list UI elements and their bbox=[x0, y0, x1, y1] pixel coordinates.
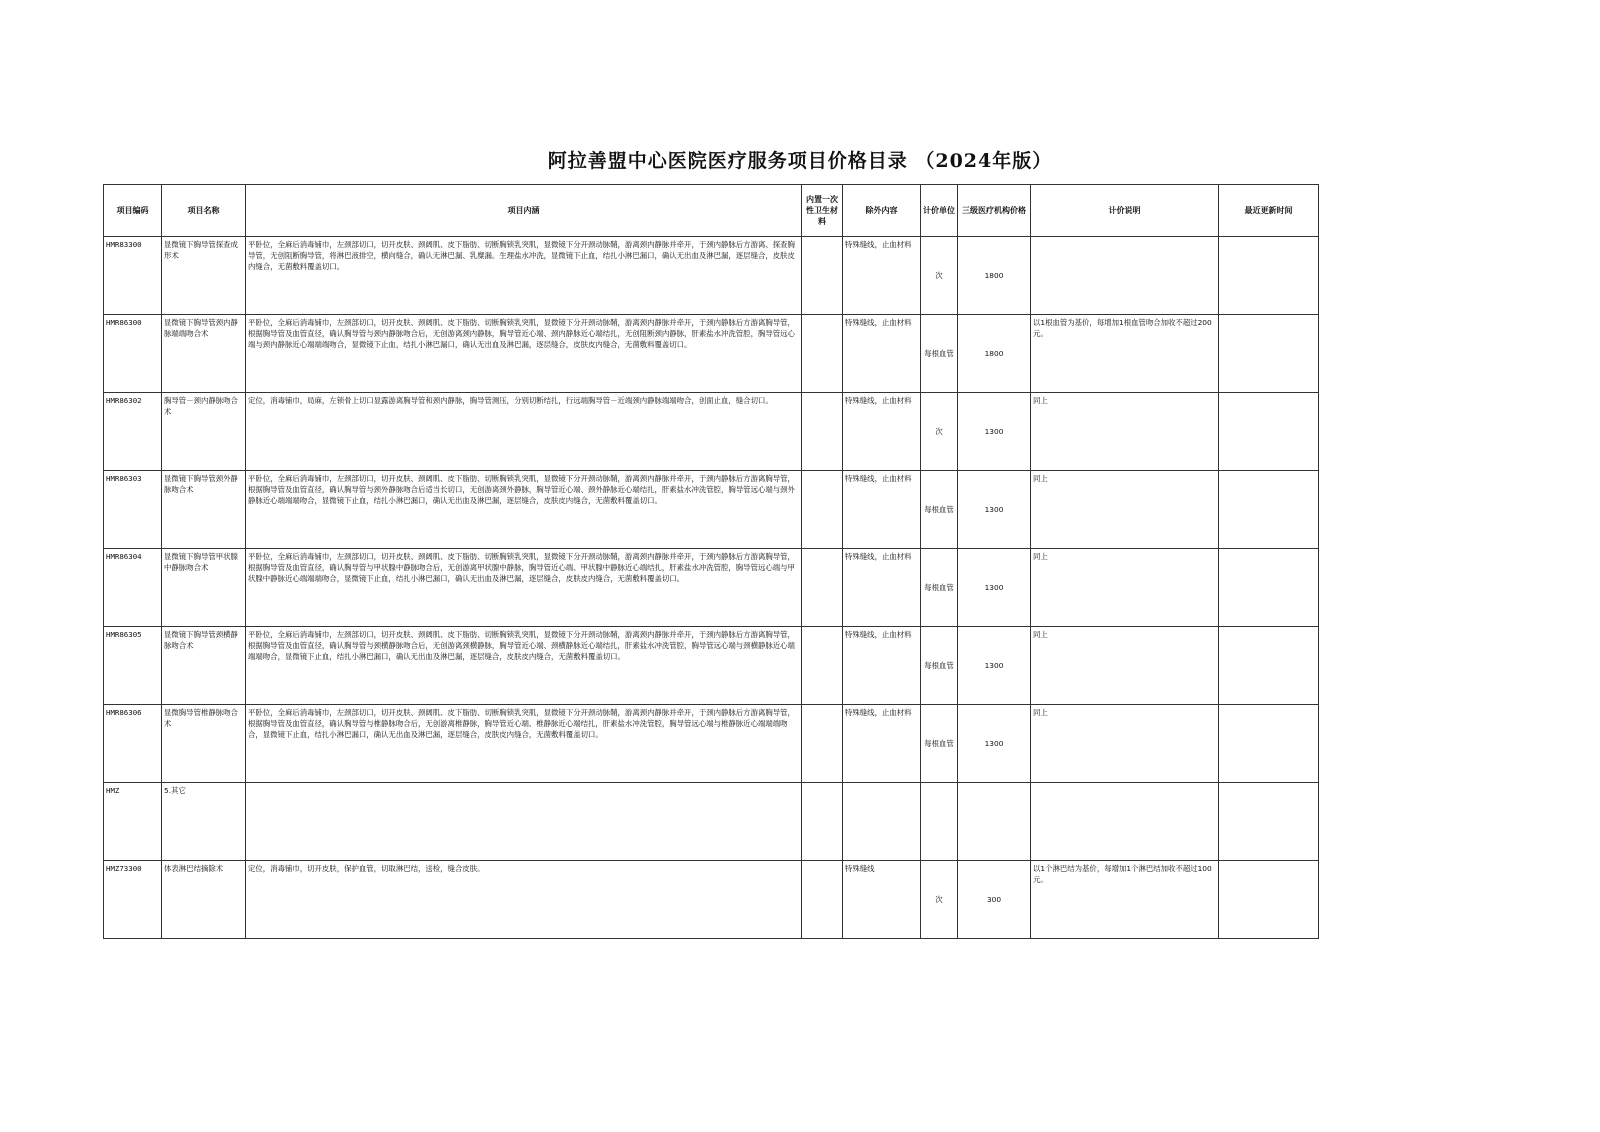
item-unit: 每根血管 bbox=[921, 627, 958, 705]
header-unit: 计价单位 bbox=[921, 185, 958, 237]
item-excluded: 特殊缝线 bbox=[843, 861, 921, 939]
item-consumables bbox=[802, 471, 843, 549]
item-unit: 每根血管 bbox=[921, 471, 958, 549]
item-content: 平卧位，全麻后消毒铺巾，左颈部切口，切开皮肤、颈阔肌、皮下脂肪、切断胸锁乳突肌，显微镜下分开颈动脉鞘，游离颈内静脉并牵开，于颈内静脉后方游离胸导管，根据胸导管及血管直径，确认胸导管与颈内静脉吻合后，无创游离颈内静脉，胸导管近心端、颈内静脉近心端结扎，无创阻断颈内静脉，肝素盐水冲洗管腔，胸导管远心端与颈内静脉近心端端端吻合，显微镜下止血，结扎小淋巴漏口，确认无出血及淋巴漏，逐层缝合，皮肤皮内缝合，无菌敷料覆盖切口。 bbox=[246, 315, 802, 393]
item-consumables bbox=[802, 393, 843, 471]
table-row bbox=[104, 861, 1319, 939]
item-code: HMR86306 bbox=[104, 705, 162, 783]
table-row bbox=[104, 549, 1319, 627]
item-excluded: 特殊缝线，止血材料 bbox=[843, 237, 921, 315]
item-consumables bbox=[802, 705, 843, 783]
item-excluded: 特殊缝线，止血材料 bbox=[843, 627, 921, 705]
item-note: 以1个淋巴结为基价，每增加1个淋巴结加收不超过100元。 bbox=[1031, 861, 1219, 939]
item-consumables bbox=[802, 861, 843, 939]
item-consumables bbox=[802, 549, 843, 627]
table-row bbox=[104, 705, 1319, 783]
item-name: 5.其它 bbox=[162, 783, 246, 861]
item-name: 胸导管－颈内静脉吻合术 bbox=[162, 393, 246, 471]
item-content: 平卧位，全麻后消毒铺巾，左颈部切口，切开皮肤、颈阔肌、皮下脂肪、切断胸锁乳突肌，显微镜下分开颈动脉鞘，游离颈内静脉并牵开，于颈内静脉后方游离胸导管，根据胸导管及血管直径，确认胸导管与颈横静脉吻合后，无创游离颈横静脉，胸导管近心端、颈横静脉近心端结扎，肝素盐水冲洗管腔，胸导管远心端与颈横静脉近心端端端吻合，显微镜下止血，结扎小淋巴漏口，确认无出血及淋巴漏，逐层缝合，皮肤皮内缝合，无菌敷料覆盖切口。 bbox=[246, 627, 802, 705]
item-code: HMZ bbox=[104, 783, 162, 861]
item-code: HMZ73300 bbox=[104, 861, 162, 939]
item-content: 平卧位，全麻后消毒铺巾，左颈部切口，切开皮肤、颈阔肌、皮下脂肪、切断胸锁乳突肌，显微镜下分开颈动脉鞘，游离颈内静脉并牵开，于颈内静脉后方游离胸导管，根据胸导管及血管直径，确认胸导管与颈外静脉吻合后适当长切口，无创游离颈外静脉，胸导管近心端、颈外静脉近心端结扎，肝素盐水冲洗管腔，胸导管远心端与颈外静脉近心端端端吻合，显微镜下止血，结扎小淋巴漏口，确认无出血及淋巴漏，逐层缝合，皮肤皮内缝合，无菌敷料覆盖切口。 bbox=[246, 471, 802, 549]
item-price: 300 bbox=[958, 861, 1031, 939]
item-note: 同上 bbox=[1031, 627, 1219, 705]
item-consumables bbox=[802, 237, 843, 315]
item-name: 显微镜下胸导管探查成形术 bbox=[162, 237, 246, 315]
item-unit: 每根血管 bbox=[921, 705, 958, 783]
item-note: 同上 bbox=[1031, 471, 1219, 549]
item-price: 1300 bbox=[958, 627, 1031, 705]
item-content: 平卧位，全麻后消毒铺巾，左颈部切口，切开皮肤、颈阔肌、皮下脂肪、切断胸锁乳突肌，显微镜下分开颈动脉鞘，游离颈内静脉并牵开，于颈内静脉后方游离胸导管，根据胸导管及血管直径，确认胸导管与甲状腺中静脉吻合后，无创游离甲状腺中静脉，胸导管近心端、甲状腺中静脉近心端结扎，肝素盐水冲洗管腔，胸导管远心端与甲状腺中静脉近心端端端吻合，显微镜下止血，结扎小淋巴漏口，确认无出血及淋巴漏，逐层缝合，皮肤皮内缝合，无菌敷料覆盖切口。 bbox=[246, 549, 802, 627]
page-title: 阿拉善盟中心医院医疗服务项目价格目录 （2024年版） bbox=[547, 150, 1053, 172]
item-price: 1300 bbox=[958, 705, 1031, 783]
table-row bbox=[104, 471, 1319, 549]
item-excluded bbox=[843, 783, 921, 861]
item-unit: 每根血管 bbox=[921, 315, 958, 393]
price-table bbox=[103, 184, 1319, 939]
item-unit: 每根血管 bbox=[921, 549, 958, 627]
item-name: 显微胸导管椎静脉吻合术 bbox=[162, 705, 246, 783]
item-unit bbox=[921, 783, 958, 861]
item-note bbox=[1031, 237, 1219, 315]
item-consumables bbox=[802, 627, 843, 705]
item-unit: 次 bbox=[921, 393, 958, 471]
item-note: 同上 bbox=[1031, 705, 1219, 783]
item-note: 以1根血管为基价，每增加1根血管吻合加收不超过200元。 bbox=[1031, 315, 1219, 393]
header-note: 计价说明 bbox=[1031, 185, 1219, 237]
header-excluded: 除外内容 bbox=[843, 185, 921, 237]
item-note bbox=[1031, 783, 1219, 861]
item-name: 显微镜下胸导管颈横静脉吻合术 bbox=[162, 627, 246, 705]
item-name: 显微镜下胸导管颈外静脉吻合术 bbox=[162, 471, 246, 549]
table-row bbox=[104, 315, 1319, 393]
item-excluded: 特殊缝线，止血材料 bbox=[843, 393, 921, 471]
item-price: 1800 bbox=[958, 237, 1031, 315]
item-updated bbox=[1219, 783, 1319, 861]
header-content: 项目内涵 bbox=[246, 185, 802, 237]
item-updated bbox=[1219, 315, 1319, 393]
item-updated bbox=[1219, 627, 1319, 705]
item-excluded: 特殊缝线，止血材料 bbox=[843, 471, 921, 549]
item-updated bbox=[1219, 237, 1319, 315]
item-price: 1300 bbox=[958, 549, 1031, 627]
item-code: HMR83300 bbox=[104, 237, 162, 315]
item-content: 定位，消毒铺巾，切开皮肤，保护血管，切取淋巴结，送检，缝合皮肤。 bbox=[246, 861, 802, 939]
table-row bbox=[104, 627, 1319, 705]
table-row bbox=[104, 237, 1319, 315]
item-name: 体表淋巴结摘除术 bbox=[162, 861, 246, 939]
header-updated: 最近更新时间 bbox=[1219, 185, 1319, 237]
item-price bbox=[958, 783, 1031, 861]
item-excluded: 特殊缝线，止血材料 bbox=[843, 315, 921, 393]
item-updated bbox=[1219, 393, 1319, 471]
item-content: 平卧位，全麻后消毒铺巾，左颈部切口，切开皮肤、颈阔肌、皮下脂肪、切断胸锁乳突肌，显微镜下分开颈动脉鞘，游离颈内静脉并牵开，于颈内静脉后方游离胸导管，根据胸导管及血管直径，确认胸导管与椎静脉吻合后，无创游离椎静脉，胸导管近心端、椎静脉近心端结扎，肝素盐水冲洗管腔，胸导管远心端与椎静脉近心端端端吻合，显微镜下止血，结扎小淋巴漏口，确认无出血及淋巴漏，逐层缝合，皮肤皮内缝合，无菌敷料覆盖切口。 bbox=[246, 705, 802, 783]
item-code: HMR86304 bbox=[104, 549, 162, 627]
item-updated bbox=[1219, 471, 1319, 549]
item-name: 显微镜下胸导管颈内静脉端端吻合术 bbox=[162, 315, 246, 393]
item-consumables bbox=[802, 783, 843, 861]
item-code: HMR86302 bbox=[104, 393, 162, 471]
header-code: 项目编码 bbox=[104, 185, 162, 237]
item-excluded: 特殊缝线，止血材料 bbox=[843, 705, 921, 783]
item-price: 1800 bbox=[958, 315, 1031, 393]
item-code: HMR86305 bbox=[104, 627, 162, 705]
item-updated bbox=[1219, 549, 1319, 627]
item-updated bbox=[1219, 861, 1319, 939]
item-name: 显微镜下胸导管甲状腺中静脉吻合术 bbox=[162, 549, 246, 627]
item-note: 同上 bbox=[1031, 393, 1219, 471]
item-price: 1300 bbox=[958, 471, 1031, 549]
item-content bbox=[246, 783, 802, 861]
header-row bbox=[104, 185, 1319, 237]
header-consumables: 内置一次性卫生材料 bbox=[802, 185, 843, 237]
header-price: 三级医疗机构价格 bbox=[958, 185, 1031, 237]
item-code: HMR86300 bbox=[104, 315, 162, 393]
item-updated bbox=[1219, 705, 1319, 783]
item-unit: 次 bbox=[921, 861, 958, 939]
item-excluded: 特殊缝线，止血材料 bbox=[843, 549, 921, 627]
header-name: 项目名称 bbox=[162, 185, 246, 237]
item-content: 平卧位，全麻后消毒铺巾，左颈部切口，切开皮肤、颈阔肌、皮下脂肪、切断胸锁乳突肌，显微镜下分开颈动脉鞘，游离颈内静脉并牵开，于颈内静脉后方游离、探查胸导管，无创阻断胸导管，将淋巴液排空，横向缝合，确认无淋巴漏、乳糜漏。生理盐水冲洗，显微镜下止血，结扎小淋巴漏口，确认无出血及淋巴漏，逐层缝合，皮肤皮内缝合，无菌敷料覆盖切口。 bbox=[246, 237, 802, 315]
item-unit: 次 bbox=[921, 237, 958, 315]
item-note: 同上 bbox=[1031, 549, 1219, 627]
table-row bbox=[104, 783, 1319, 861]
item-consumables bbox=[802, 315, 843, 393]
table-row bbox=[104, 393, 1319, 471]
item-price: 1300 bbox=[958, 393, 1031, 471]
item-code: HMR86303 bbox=[104, 471, 162, 549]
item-content: 定位，消毒铺巾，局麻，左锁骨上切口显露游离胸导管和颈内静脉，胸导管测压，分别切断结扎，行远端胸导管－近端颈内静脉端端吻合，创面止血，缝合切口。 bbox=[246, 393, 802, 471]
